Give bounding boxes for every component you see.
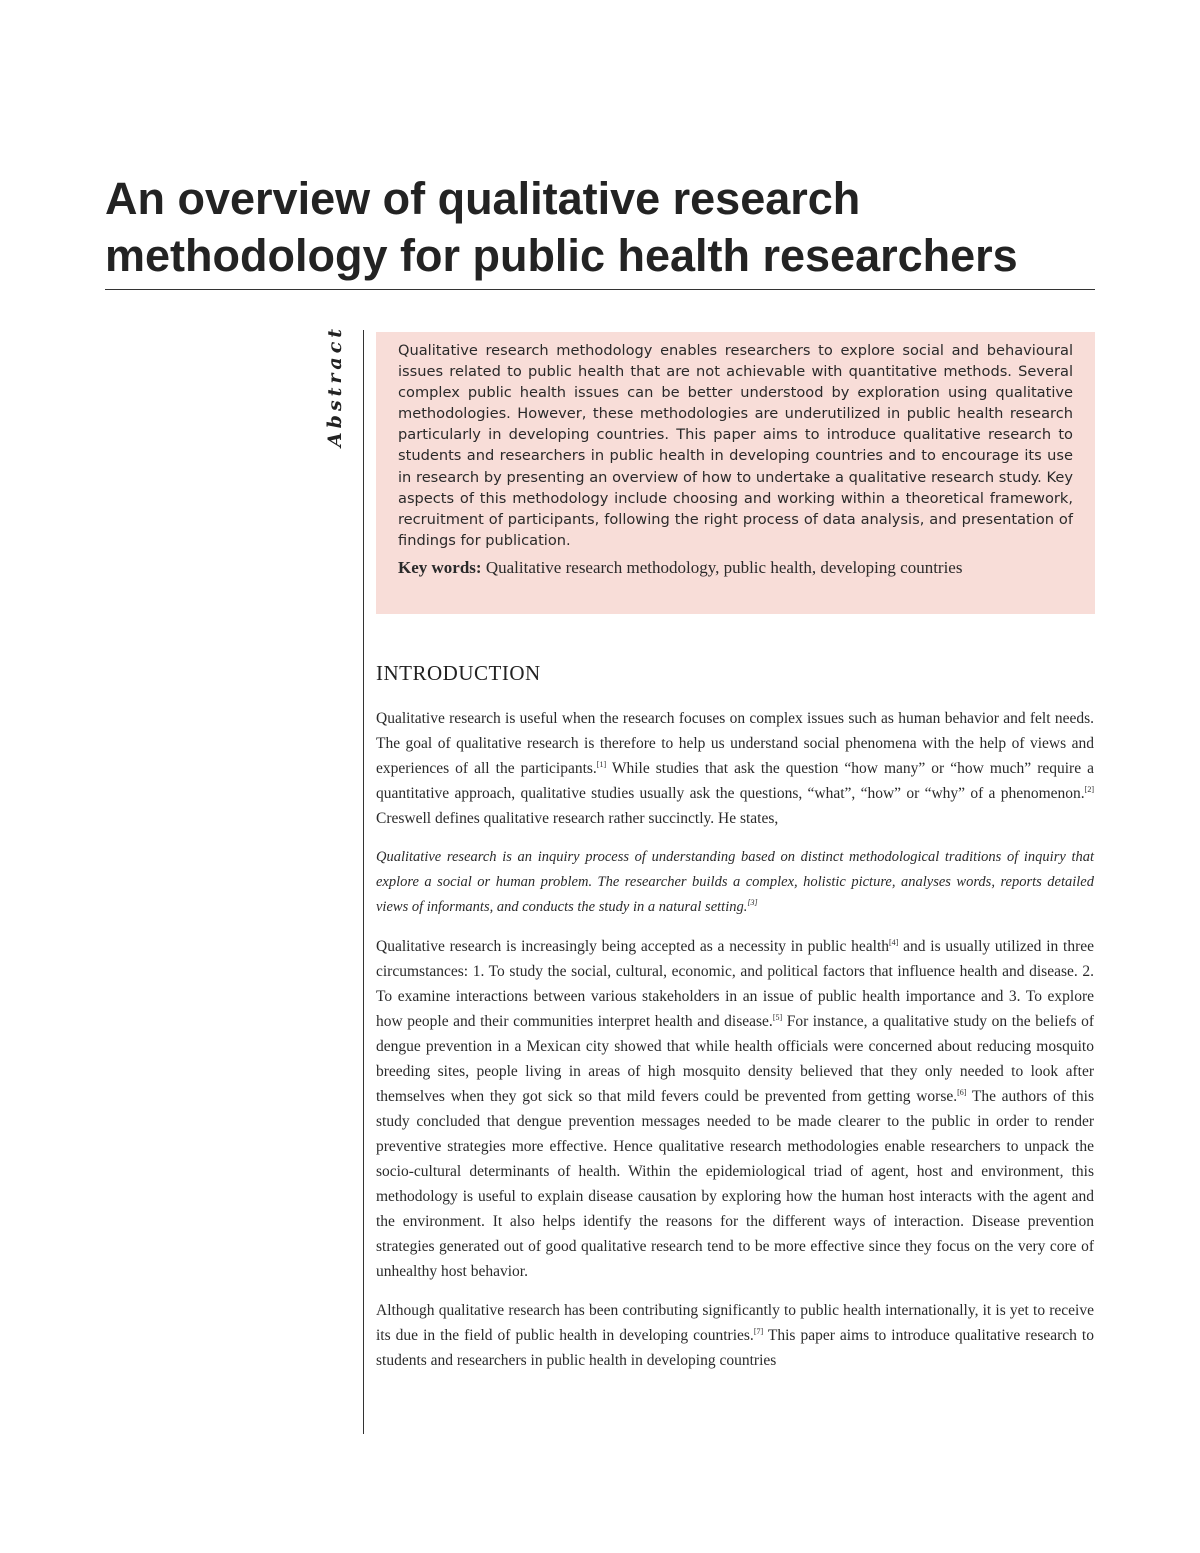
keywords-label: Key words: <box>398 557 482 577</box>
side-divider <box>363 330 364 1434</box>
paragraph-text: Creswell defines qualitative research rather succinctly. He states, <box>376 810 779 827</box>
abstract-label <box>310 324 360 448</box>
citation[interactable]: [5] <box>772 1013 783 1022</box>
keywords-value: Qualitative research methodology, public health, developing countries <box>485 557 963 577</box>
keywords <box>398 557 1073 579</box>
paragraph-text: Qualitative research is increasingly being accepted as a necessity in public health <box>376 938 890 955</box>
abstract-label-text: Abstract <box>324 324 346 448</box>
introduction-heading: INTRODUCTION <box>376 661 541 685</box>
page-title <box>105 170 1105 284</box>
block-quote <box>376 845 1094 920</box>
citation[interactable]: [6] <box>957 1088 967 1097</box>
abstract-box <box>376 332 1095 614</box>
paragraph-text: Although qualitative research has been contributing significantly to public health internationally, it is yet to receive its due in the field of public health in developing countries. <box>376 1302 1094 1344</box>
paragraph-text: and is usually utilized in three circumstances: 1. To study the social, cultural, economic, and political factors that influence health and disease. 2. To examine interactions between various stakeholders in an issue of public health importance and 3. To explore how people and their communities interpret health and disease. <box>376 938 1094 1030</box>
title-line-1: An overview of qualitative research <box>105 173 861 224</box>
introduction-body <box>376 706 1094 1373</box>
paragraph <box>376 1298 1094 1373</box>
quote-text: Qualitative research is an inquiry process of understanding based on distinct methodological traditions of inquiry that explore a social or human problem. The researcher builds a complex, holistic picture, analyses words, reports detailed views of informants, and conducts the study in a natural setting. <box>376 849 1094 915</box>
paragraph-text: For instance, a qualitative study on the beliefs of dengue prevention in a Mexican city showed that while health officials were concerned about reducing mosquito breeding sites, people living in areas of high mosquito density believed that they only needed to look after themselves when they got sick so that mild fevers could be prevented from getting worse. <box>376 1013 1094 1105</box>
citation[interactable]: [2] <box>1084 785 1094 794</box>
citation[interactable]: [3] <box>747 898 758 907</box>
citation[interactable]: [1] <box>596 760 607 769</box>
title-line-2: methodology for public health researchers <box>105 230 1018 281</box>
paragraph-text: While studies that ask the question “how many” or “how much” require a quantitative approach, qualitative studies usually ask the questions, “what”, “how” or “why” of a phenomenon. <box>376 760 1094 802</box>
citation[interactable]: [7] <box>753 1327 764 1336</box>
paragraph-text: Qualitative research is useful when the research focuses on complex issues such as human behavior and felt needs. The goal of qualitative research is therefore to help us understand social phenomena with the help of views and experiences of all the participants. <box>376 710 1094 777</box>
title-divider <box>105 289 1095 290</box>
paragraph <box>376 706 1094 831</box>
paragraph-text: This paper aims to introduce qualitative research to students and researchers in public health in developing countries <box>376 1327 1094 1369</box>
paragraph <box>376 934 1094 1284</box>
abstract-text: Qualitative research methodology enables researchers to explore social and behavioural issues related to public health that are not achievable with quantitative methods. Several complex public health issues can be better understood by exploration using qualitative methodologies. However, these methodologies are underutilized in public health research particularly in developing countries. This paper aims to introduce qualitative research to students and researchers in public health in developing countries and to encourage its use in research by presenting an overview of how to undertake a qualitative research study. Key aspects of this methodology include choosing and working within a theoretical framework, recruitment of participants, following the right process of data analysis, and presentation of findings for publication. <box>398 342 1073 549</box>
citation[interactable]: [4] <box>889 938 899 947</box>
paragraph-text: The authors of this study concluded that dengue prevention messages needed to be made clearer to the public in order to render preventive strategies more effective. Hence qualitative research methodologies enable researchers to unpack the socio-cultural determinants of health. Within the epidemiological triad of agent, host and environment, this methodology is useful to explain disease causation by exploring how the human host interacts with the agent and the environment. It also helps identify the reasons for the different ways of interaction. Disease prevention strategies generated out of good qualitative research tend to be more effective since they focus on the very core of unhealthy host behavior. <box>376 1088 1094 1280</box>
